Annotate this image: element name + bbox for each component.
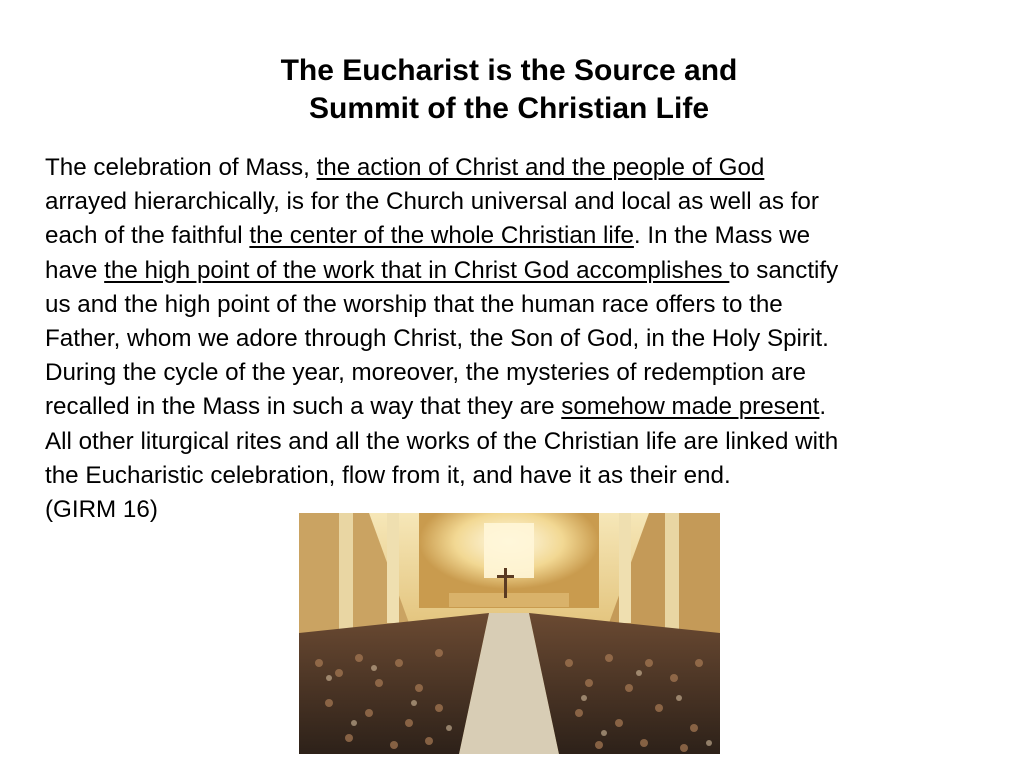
text-segment: the Eucharistic celebration, flow from it, and have it as their end. [45,461,731,489]
slide-title-line-2: Summit of the Christian Life [308,92,710,125]
text-segment: During the cycle of the year, moreover, the mysteries of redemption are [45,359,806,387]
text-segment: to sanctify [729,256,839,284]
text-segment: have [45,256,105,284]
quote-line [45,459,995,493]
text-segment: All other liturgical rites and all the works of the Christian life are linked with [45,427,839,455]
quote-line [45,185,995,219]
text-segment: us and the high point of the worship that the human race offers to the [45,290,783,318]
underlined-phrase: the center of the whole Christian life [249,222,634,250]
underlined-phrase: the high point of the work that in Christ God accomplishes [104,256,730,284]
quote-line [45,425,995,459]
quote-line [45,288,995,322]
quote-line [45,390,995,424]
text-segment: The celebration of Mass, [45,154,317,181]
text-segment: . [819,393,827,421]
text-segment: (GIRM 16) [45,495,158,523]
text-segment: arrayed hierarchically, is for the Church universal and local as well as for [45,188,819,216]
text-segment: Father, whom we adore through Christ, the Son of God, in the Holy Spirit. [45,324,829,352]
underlined-phrase: somehow made present [561,393,820,421]
quote-line [45,219,995,253]
quote-line [45,254,995,288]
text-segment: recalled in the Mass in such a way that they are [45,393,562,421]
slide-title-line-1: The Eucharist is the Source and [280,54,738,87]
text-segment: each of the faithful [45,222,250,250]
slide-title [0,52,1018,128]
church-mass-photo [299,513,720,754]
underlined-phrase: the action of Christ and the people of God [316,154,765,181]
quote-body [45,151,995,527]
quote-line [45,356,995,390]
quote-line [45,322,995,356]
text-segment: . In the Mass we [633,222,811,250]
quote-line [45,151,995,185]
